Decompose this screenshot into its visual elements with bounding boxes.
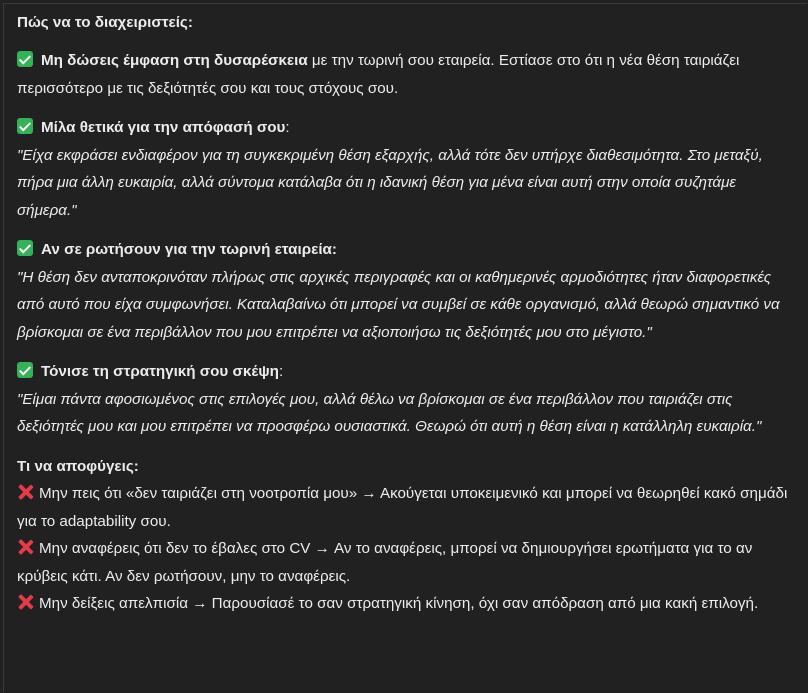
tip-title: Τόνισε τη στρατηγική σου σκέψη [41, 363, 279, 380]
check-mark-icon [17, 51, 33, 67]
avoid-item [17, 590, 797, 618]
check-mark-icon [17, 362, 33, 378]
cross-mark-icon [17, 539, 33, 555]
tip-item [17, 236, 797, 346]
tip-line [17, 358, 797, 386]
tip-text: : [278, 363, 284, 380]
section-heading: Πώς να το διαχειριστείς: [17, 14, 193, 31]
cross-mark-icon [17, 594, 33, 610]
avoid-item [17, 535, 797, 590]
tip-text: με την τωρινή σου εταιρεία. Εστίασε στο ότι η νέα θέση ταιριάζει περισσότερο με τις δεξιότητές σου και τους στόχους σου. [17, 52, 740, 97]
check-mark-icon [17, 240, 33, 256]
tip-line [17, 114, 797, 142]
tip-quote: "Είμαι πάντα αφοσιωμένος στις επιλογές μου, αλλά θέλω να βρίσκομαι σε ένα περιβάλλον που ταιριάζει στις δεξιότητές μου και μου επιτρέπει να προσφέρω ουσιαστικά. Θεωρώ ότι αυτή η θέση είναι η κατάλληλη ευκαιρία." [17, 390, 762, 435]
tip-quote: "Είχα εκφράσει ενδιαφέρον για τη συγκεκριμένη θέση εξαρχής, αλλά τότε δεν υπήρχε διαθεσιμότητα. Στο μεταξύ, πήρα μια άλλη ευκαιρία, αλλά σύντομα κατάλαβα ότι η ιδανική θέση για μένα είναι αυτή στην οποία συζητάμε σήμερα." [17, 146, 763, 219]
avoid-text: Μην δείξεις απελπισία → Παρουσίασέ το σαν στρατηγική κίνηση, όχι σαν απόδραση από μια κακή επιλογή. [39, 595, 759, 612]
assistant-message [17, 11, 797, 618]
tip-line [17, 47, 797, 102]
check-mark-icon [17, 118, 33, 134]
avoid-heading: Τι να αποφύγεις: [17, 457, 139, 475]
tip-title: Μη δώσεις έμφαση στη δυσαρέσκεια [41, 52, 308, 69]
tip-quote: "Η θέση δεν ανταποκρινόταν πλήρως στις αρχικές περιγραφές και οι καθημερινές αρμοδιότητες ήταν διαφορετικές από αυτό που είχα συμφωνήσει. Καταλαβαίνω ότι μπορεί να συμβεί σε κάθε οργανισμό, αλλά θεωρώ σημαντικό να βρίσκομαι σε ένα περιβάλλον που μου επιτρέπει να αξιοποιήσω τις δεξιότητές μου στο μέγιστο." [17, 268, 780, 341]
cross-mark-icon [17, 484, 33, 500]
avoid-item [17, 480, 797, 535]
tip-item [17, 358, 797, 441]
tip-item [17, 114, 797, 224]
tip-title: Μίλα θετικά για την απόφασή σου [41, 119, 286, 136]
avoid-text: Μην αναφέρεις ότι δεν το έβαλες στο CV → Αν το αναφέρεις, μπορεί να δημιουργήσει ερωτήματα για το αν κρύβεις κάτι. Αν δεν ρωτήσουν, μην το αναφέρεις. [17, 540, 753, 585]
tip-title: Αν σε ρωτήσουν για την τωρινή εταιρεία: [41, 241, 337, 258]
avoid-text: Μην πεις ότι «δεν ταιριάζει στη νοοτροπία μου» → Ακούγεται υποκειμενικό και μπορεί να θεωρηθεί κακό σημάδι για το adaptability σου. [17, 485, 788, 530]
tip-line [17, 236, 797, 264]
tip-text: : [285, 119, 290, 136]
tip-item [17, 47, 797, 102]
